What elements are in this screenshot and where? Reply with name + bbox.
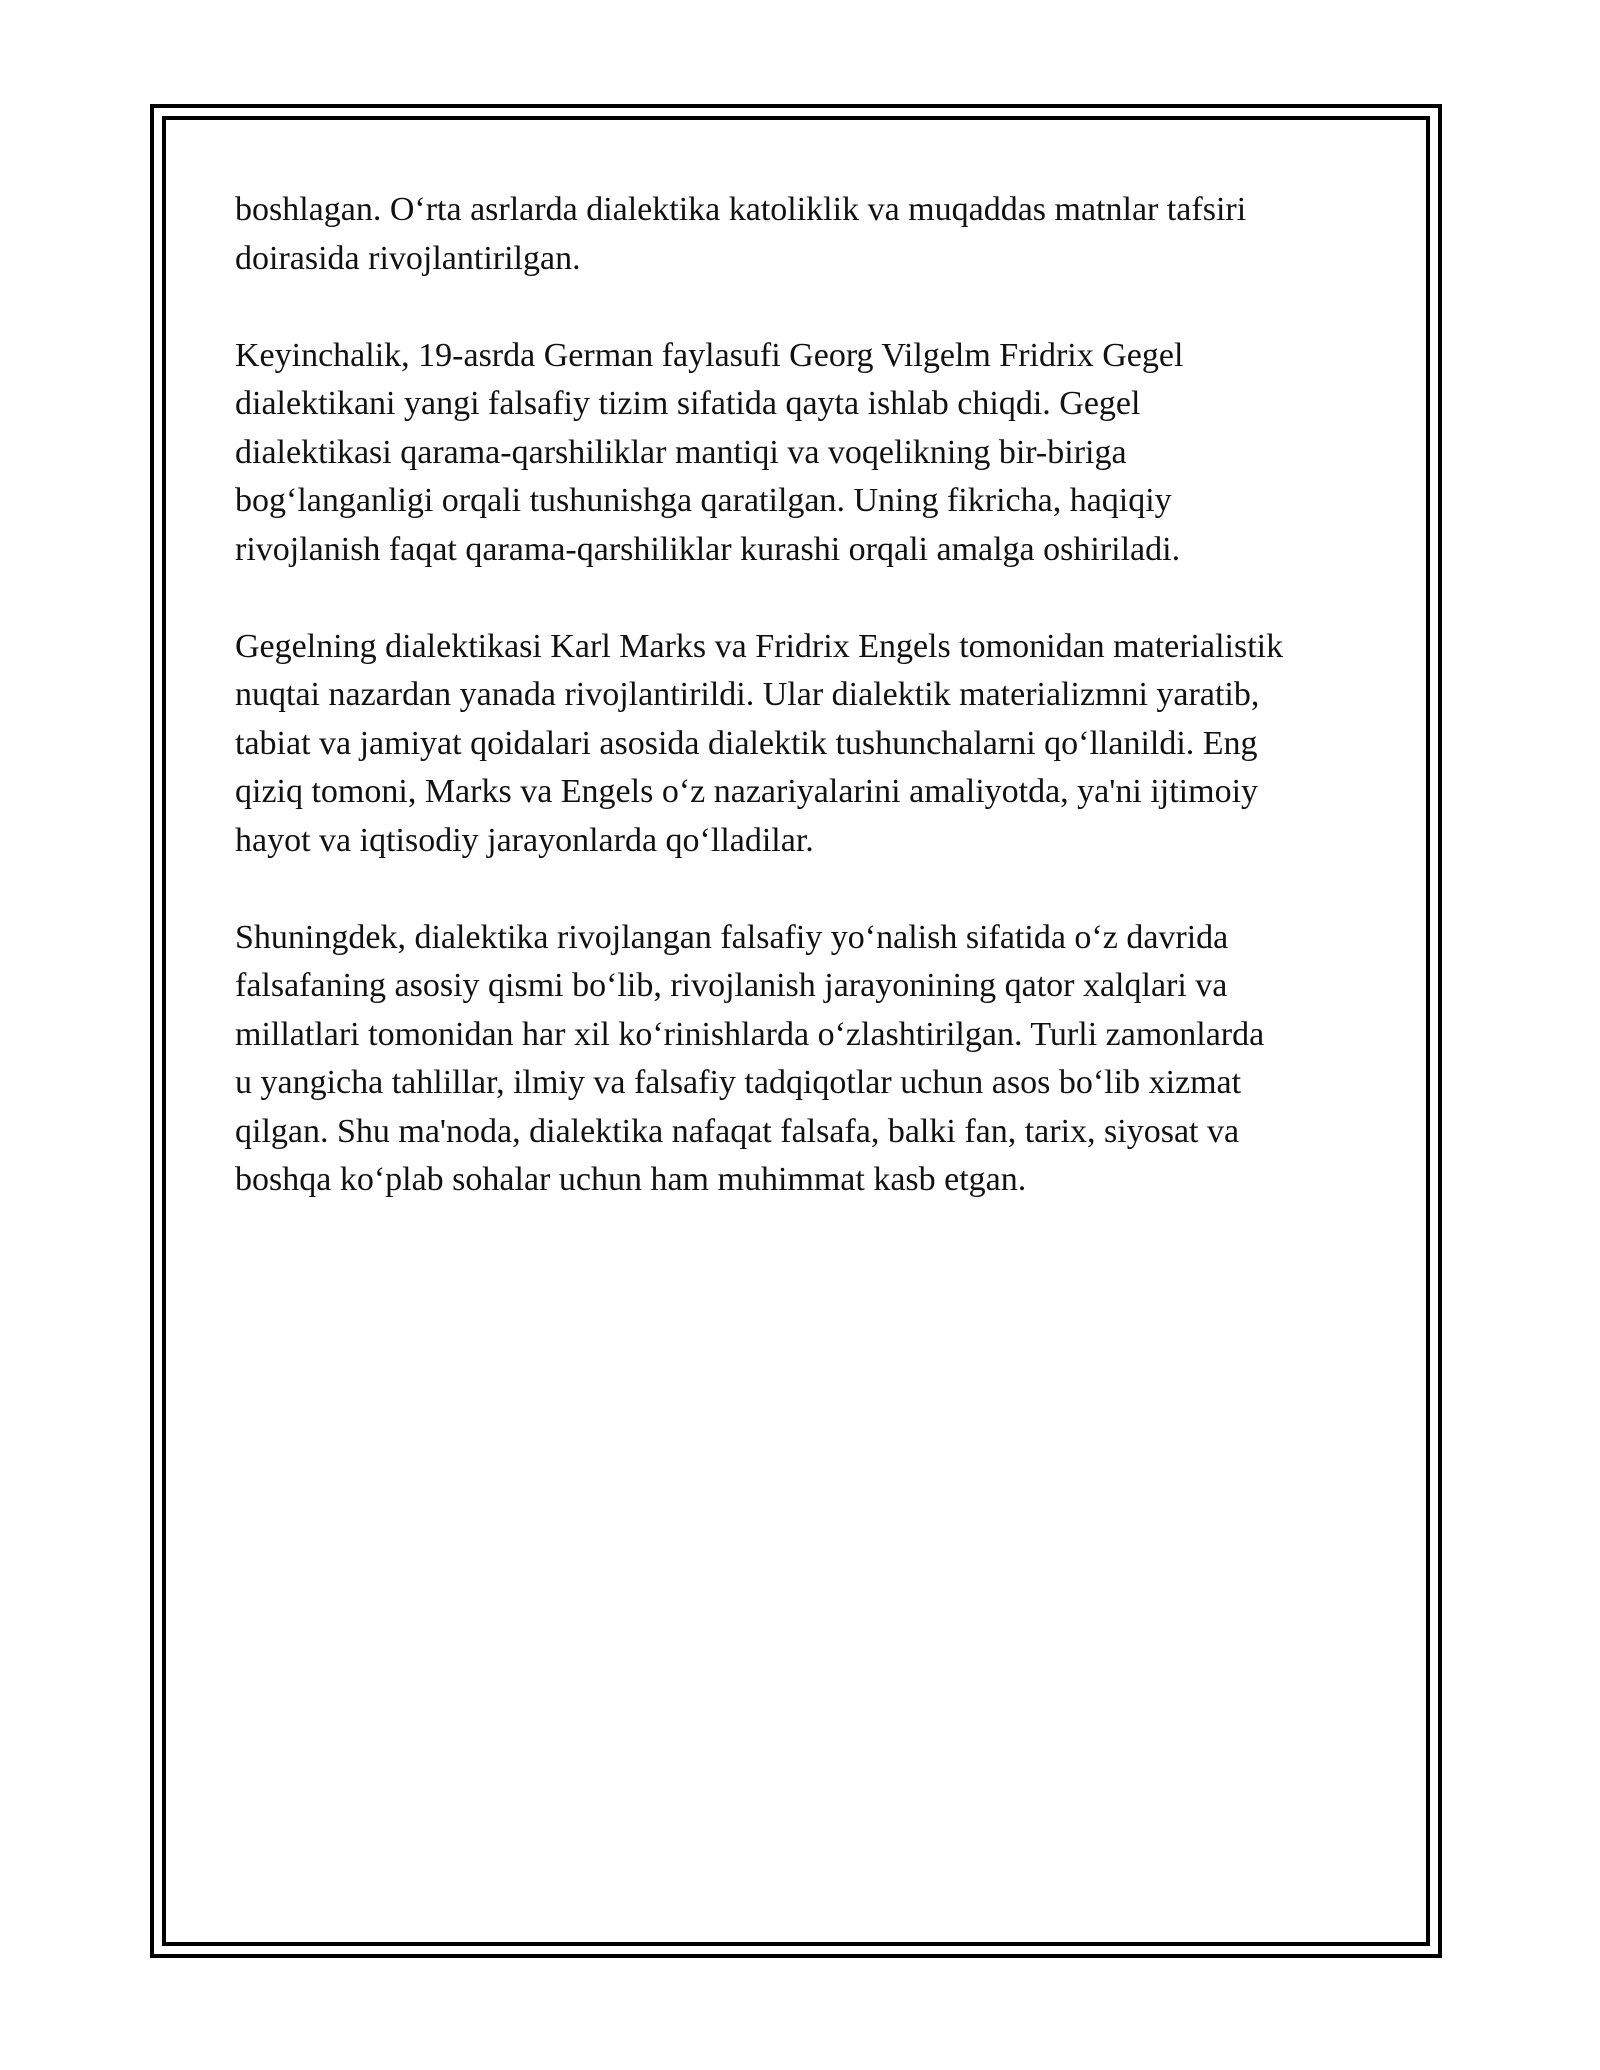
text-line: tabiat va jamiyat qoidalari asosida dialektik tushunchalarni qo‘llanildi. Eng bbox=[235, 724, 1258, 762]
text-line: rivojlanish faqat qarama-qarshiliklar kurashi orqali amalga oshiriladi. bbox=[235, 530, 1181, 568]
text-line: u yangicha tahlillar, ilmiy va falsafiy tadqiqotlar uchun asos bo‘lib xizmat bbox=[235, 1064, 1242, 1101]
text-line: nuqtai nazardan yanada rivojlantirildi. Ular dialektik materializmni yaratib, bbox=[235, 676, 1260, 713]
text-line: dialektikasi qarama-qarshiliklar mantiqi va voqelikning bir-biriga bbox=[235, 433, 1127, 471]
paragraph-1 bbox=[235, 186, 1395, 283]
paragraph-3 bbox=[235, 623, 1395, 866]
text-line: Gegelning dialektikasi Karl Marks va Fridrix Engels tomonidan materialistik bbox=[235, 627, 1284, 665]
document-body bbox=[235, 186, 1395, 1253]
text-line: hayot va iqtisodiy jarayonlarda qo‘lladilar. bbox=[235, 821, 814, 859]
text-line: qilgan. Shu ma'noda, dialektika nafaqat falsafa, balki fan, tarix, siyosat va bbox=[235, 1112, 1240, 1150]
text-line: doirasida rivojlantirilgan. bbox=[235, 239, 581, 277]
paragraph-2 bbox=[235, 332, 1395, 575]
text-line: qiziq tomoni, Marks va Engels o‘z nazariyalarini amaliyotda, ya'ni ijtimoiy bbox=[235, 773, 1259, 810]
paragraph-4 bbox=[235, 914, 1395, 1205]
text-line: bog‘langanligi orqali tushunishga qaratilgan. Uning fikricha, haqiqiy bbox=[235, 482, 1172, 519]
text-line: Shuningdek, dialektika rivojlangan falsafiy yo‘nalish sifatida o‘z davrida bbox=[235, 918, 1229, 956]
text-line: Keyinchalik, 19-asrda German faylasufi Georg Vilgelm Fridrix Gegel bbox=[235, 336, 1184, 374]
text-line: falsafaning asosiy qismi bo‘lib, rivojlanish jarayonining qator xalqlari va bbox=[235, 967, 1228, 1004]
text-line: boshqa ko‘plab sohalar uchun ham muhimmat kasb etgan. bbox=[235, 1161, 1027, 1198]
text-line: dialektikani yangi falsafiy tizim sifatida qayta ishlab chiqdi. Gegel bbox=[235, 385, 1141, 422]
text-line: boshlagan. O‘rta asrlarda dialektika katoliklik va muqaddas matnlar tafsiri bbox=[235, 191, 1247, 228]
text-line: millatlari tomonidan har xil ko‘rinishlarda o‘zlashtirilgan. Turli zamonlarda bbox=[235, 1015, 1265, 1053]
